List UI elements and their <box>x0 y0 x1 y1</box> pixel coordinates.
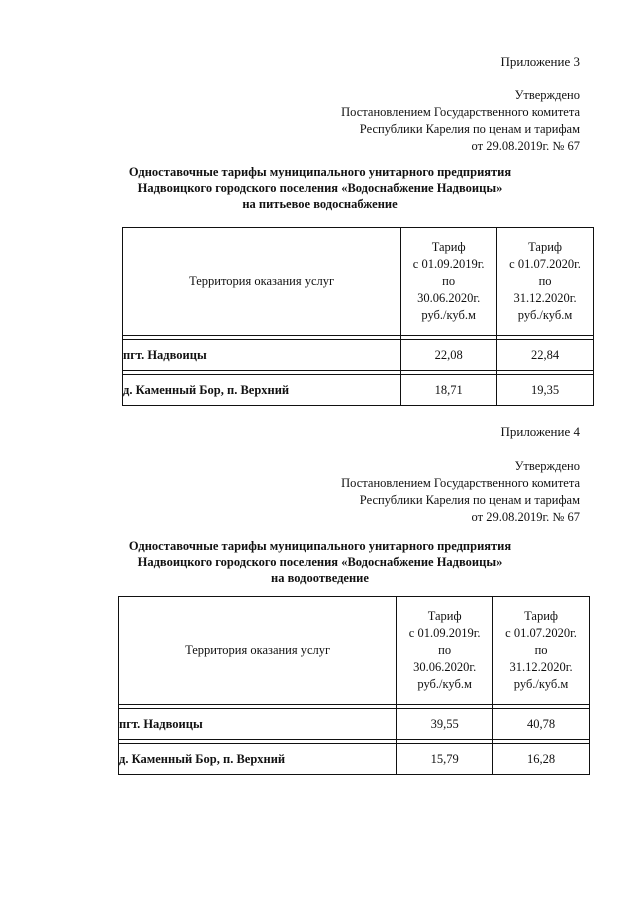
tariff-table-wastewater <box>118 596 590 775</box>
approval-line-3: от 29.08.2019г. № 67 <box>471 139 580 153</box>
title-line-3: на водоотведение <box>271 571 369 585</box>
approval-line-2: Республики Карелия по ценам и тарифам <box>359 493 580 507</box>
header-line: по <box>534 643 548 657</box>
header-line: руб./куб.м <box>517 308 573 322</box>
appendix-4-title <box>0 538 640 586</box>
header-line: по <box>538 274 552 288</box>
tariff-value-cell: 18,71 <box>401 375 497 406</box>
header-line: с 01.09.2019г. <box>408 626 481 640</box>
appendix-4-label: Приложение 4 <box>500 424 580 439</box>
territory-cell: пгт. Надвоицы <box>123 340 401 371</box>
approval-line-3: от 29.08.2019г. № 67 <box>471 510 580 524</box>
territory-cell: д. Каменный Бор, п. Верхний <box>123 375 401 406</box>
column-header-tariff-1 <box>397 597 493 705</box>
table-header-row <box>119 597 590 705</box>
header-line: руб./куб.м <box>421 308 476 322</box>
title-line-1: Одноставочные тарифы муниципального унитарного предприятия <box>128 165 512 179</box>
header-line: Тариф <box>427 609 462 623</box>
approved-word: Утверждено <box>514 459 580 473</box>
header-line: с 01.09.2019г. <box>412 257 485 271</box>
tariff-value-cell: 15,79 <box>397 744 493 775</box>
tariff-table-water-supply <box>122 227 594 406</box>
approval-line-1: Постановлением Государственного комитета <box>341 476 580 490</box>
territory-cell: д. Каменный Бор, п. Верхний <box>119 744 397 775</box>
header-line: 30.06.2020г. <box>413 660 477 674</box>
header-line: руб./куб.м <box>417 677 472 691</box>
tariff-value-cell: 19,35 <box>497 375 594 406</box>
title-line-2: Надвоицкого городского поселения «Водоснабжение Надвоицы» <box>137 181 503 195</box>
table-row <box>123 375 594 406</box>
header-line: Тариф <box>524 609 558 623</box>
appendix-4-approval <box>341 458 580 526</box>
title-line-3: на питьевое водоснабжение <box>242 197 398 211</box>
territory-cell: пгт. Надвоицы <box>119 709 397 740</box>
tariff-value-cell: 39,55 <box>397 709 493 740</box>
table-row <box>123 340 594 371</box>
approved-word: Утверждено <box>514 88 580 102</box>
header-line: руб./куб.м <box>513 677 569 691</box>
header-line: 31.12.2020г. <box>509 660 573 674</box>
appendix-3-title <box>0 164 640 212</box>
header-line: Тариф <box>431 240 466 254</box>
tariff-value-cell: 22,08 <box>401 340 497 371</box>
column-header-territory: Территория оказания услуг <box>119 597 397 705</box>
column-header-tariff-2 <box>493 597 590 705</box>
table-row <box>119 744 590 775</box>
title-line-1: Одноставочные тарифы муниципального унитарного предприятия <box>128 539 512 553</box>
approval-line-1: Постановлением Государственного комитета <box>341 105 580 119</box>
column-header-tariff-1 <box>401 228 497 336</box>
title-line-2: Надвоицкого городского поселения «Водоснабжение Надвоицы» <box>137 555 503 569</box>
approval-line-2: Республики Карелия по ценам и тарифам <box>359 122 580 136</box>
table-header-row <box>123 228 594 336</box>
header-line: с 01.07.2020г. <box>509 257 581 271</box>
header-line: 30.06.2020г. <box>417 291 481 305</box>
tariff-value-cell: 40,78 <box>493 709 590 740</box>
table-row <box>119 709 590 740</box>
header-line: 31.12.2020г. <box>513 291 577 305</box>
column-header-territory: Территория оказания услуг <box>123 228 401 336</box>
header-line: с 01.07.2020г. <box>505 626 577 640</box>
appendix-3-label: Приложение 3 <box>500 54 580 69</box>
header-line: по <box>442 274 456 288</box>
header-line: Тариф <box>528 240 562 254</box>
column-header-tariff-2 <box>497 228 594 336</box>
header-line: по <box>438 643 452 657</box>
tariff-value-cell: 16,28 <box>493 744 590 775</box>
appendix-3-approval <box>341 87 580 155</box>
tariff-value-cell: 22,84 <box>497 340 594 371</box>
